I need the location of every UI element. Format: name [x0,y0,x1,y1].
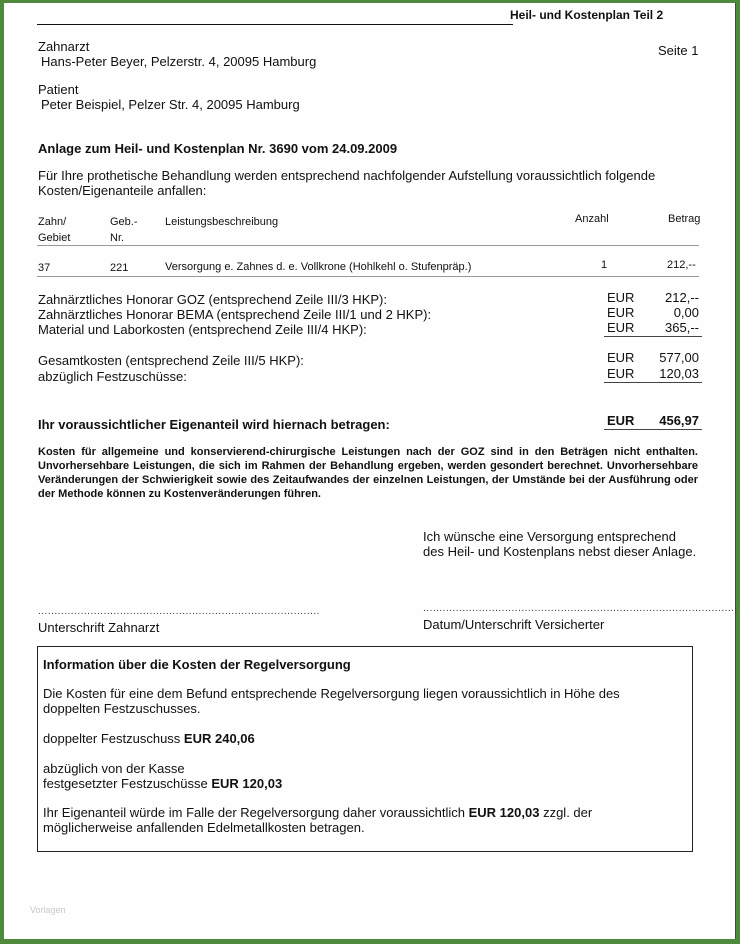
dentist-signature-label: Unterschrift Zahnarzt [38,620,160,635]
insured-signature-line: ................................................................................................ [423,603,738,614]
wish-line2: des Heil- und Kostenplans nebst dieser Anlage. [423,544,697,559]
header-rule [37,24,513,25]
info-p1-line2: doppelten Festzuschusses. [43,701,201,716]
minus-value: EUR 120,03 [211,776,283,791]
own-share-currency: EUR [607,413,635,428]
col-header-quantity: Anzahl [575,213,609,225]
col-header-amount: Betrag [668,213,701,225]
cost-bema-value: 0,00 [673,305,699,320]
annex-intro-line2: Kosten/Eigenanteile anfallen: [38,183,207,198]
regular-care-info-box [37,646,693,852]
final-line1 [43,805,592,820]
cost-goz-label: Zahnärztliches Honorar GOZ (entsprechend Zeile III/3 HKP): [38,292,387,307]
final-value: EUR 120,03 [468,805,540,820]
dentist-address: Hans-Peter Beyer, Pelzerstr. 4, 20095 Hamburg [41,54,317,69]
watermark: Vorlagen [30,905,66,915]
row-description: Versorgung e. Zahnes d. e. Vollkrone (Hohlkehl o. Stufenpräp.) [165,261,472,273]
cost-goz-currency: EUR [607,290,635,305]
minus-label: festgesetzter Festzuschüsse [43,776,208,791]
col-header-fee-no: Nr. [110,232,125,244]
final-post: zzgl. der [543,805,593,820]
col-header-description: Leistungsbeschreibung [165,216,279,228]
double-subsidy-value: EUR 240,06 [183,731,255,746]
info-box-title: Information über die Kosten der Regelversorgung [43,657,351,672]
cost-subsidy-currency: EUR [607,366,635,381]
row-quantity: 1 [601,259,608,271]
double-subsidy-label: doppelter Festzuschuss [43,731,181,746]
table-header-rule [37,245,699,246]
cost-subsidy-value: 120,03 [659,366,699,381]
cost-subtotal-rule [604,336,702,337]
col-header-tooth: Zahn/ [38,216,67,228]
col-header-fee: Geb.- [110,216,138,228]
col-header-area: Gebiet [38,232,71,244]
cost-total-label: Gesamtkosten (entsprechend Zeile III/5 HKP): [38,353,304,368]
final-pre: Ihr Eigenanteil würde im Falle der Regelversorgung daher voraussichtlich [43,805,465,820]
minus-line1: abzüglich von der Kasse [43,761,185,776]
patient-label: Patient [38,82,79,97]
minus-line2 [43,776,282,791]
cost-total-rule [604,382,702,383]
document-title: Heil- und Kostenplan Teil 2 [510,8,664,22]
cost-total-value: 577,00 [659,350,699,365]
info-p1-line1: Die Kosten für eine dem Befund entsprechende Regelversorgung liegen voraussichtlich in Höhe des [43,686,620,701]
cost-bema-label: Zahnärztliches Honorar BEMA (entsprechend Zeile III/1 und 2 HKP): [38,307,432,322]
cost-material-label: Material und Laborkosten (entsprechend Zeile III/4 HKP): [38,322,367,337]
wish-line1: Ich wünsche eine Versorgung entsprechend [423,529,676,544]
annex-intro-line1: Für Ihre prothetische Behandlung werden entsprechend nachfolgender Aufstellung voraussichtlich folgende [38,168,656,183]
row-amount: 212,-- [667,259,696,271]
cost-total-currency: EUR [607,350,635,365]
document-page [4,3,736,939]
patient-address: Peter Beispiel, Pelzer Str. 4, 20095 Hamburg [41,97,300,112]
row-fee-no: 221 [110,262,129,274]
page-number: Seite 1 [658,43,699,58]
cost-subsidy-label: abzüglich Festzuschüsse: [38,369,187,384]
cost-bema-currency: EUR [607,305,635,320]
cost-goz-value: 212,-- [665,290,699,305]
cost-material-value: 365,-- [665,320,699,335]
dentist-label: Zahnarzt [38,39,90,54]
own-share-label: Ihr voraussichtlicher Eigenanteil wird hiernach betragen: [38,417,390,432]
cost-notice: Kosten für allgemeine und konservierend-chirurgische Leistungen nach der GOZ sind in den Beträgen nicht enthalten. Unvorhersehbare Leistungen, die sich im Rahmen der Behandlung ergeben, werden gesondert berechnet. Unvorhersehbare Veränderungen der Schwierigkeit sowie des Zeitaufwandes der einzelnen Leistungen, der Umstände bei der Ausführung oder der Methode können zu Kostenveränderungen führen. [38,446,698,500]
table-row-rule [37,276,699,277]
dentist-signature-line: ...................................................................................... [38,606,320,617]
cost-material-currency: EUR [607,320,635,335]
annex-title: Anlage zum Heil- und Kostenplan Nr. 3690 vom 24.09.2009 [38,141,398,156]
insured-signature-label: Datum/Unterschrift Versicherter [423,617,605,632]
own-share-value: 456,97 [659,413,699,428]
final-line2: möglicherweise anfallenden Edelmetallkosten betragen. [43,820,365,835]
double-subsidy-line [43,731,255,746]
own-share-rule [604,429,702,430]
row-tooth: 37 [38,262,51,274]
